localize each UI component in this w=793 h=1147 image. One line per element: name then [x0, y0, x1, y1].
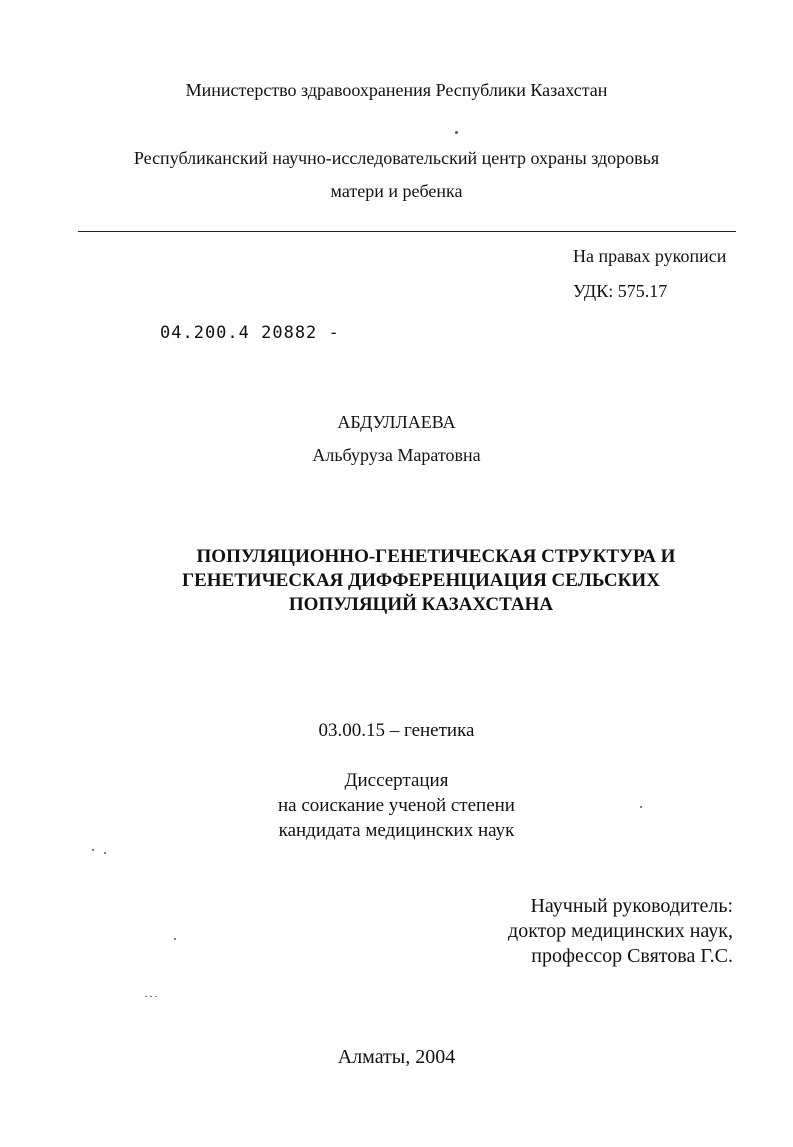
manuscript-rights: На правах рукописи	[573, 246, 727, 266]
thesis-title-line3: ПОПУЛЯЦИЙ КАЗАХСТАНА	[288, 594, 554, 615]
supervisor-degree: доктор медицинских наук,	[508, 920, 733, 942]
supervisor-name: профессор Святова Г.С.	[531, 945, 733, 967]
dissertation-degree-field: кандидата медицинских наук	[278, 820, 515, 841]
institution-name-line2: матери и ребенка	[330, 181, 463, 201]
author-given-names: Альбуруза Маратовна	[312, 445, 481, 465]
dissertation-degree-line: на соискание ученой степени	[278, 795, 515, 816]
specialty-code: 03.00.15 – генетика	[318, 720, 475, 741]
dissertation-label: Диссертация	[344, 770, 449, 791]
scan-speck	[92, 849, 94, 851]
supervisor-label: Научный руководитель:	[530, 895, 733, 917]
udc-code: УДК: 575.17	[573, 281, 668, 301]
scan-speck	[455, 131, 458, 134]
scan-speck	[104, 852, 106, 854]
thesis-title-line1: ПОПУЛЯЦИОННО-ГЕНЕТИЧЕСКАЯ СТРУКТУРА И	[196, 546, 676, 567]
city-year: Алматы, 2004	[337, 1046, 456, 1068]
registration-stamp: 04.200.4 20882 -	[160, 323, 340, 343]
thesis-title-line2: ГЕНЕТИЧЕСКАЯ ДИФФЕРЕНЦИАЦИЯ СЕЛЬСКИХ	[182, 570, 660, 591]
scan-speck	[145, 996, 147, 997]
scan-speck	[150, 996, 152, 997]
scan-speck	[640, 806, 642, 808]
author-surname: АБДУЛЛАЕВА	[337, 412, 456, 432]
institution-name-line1: Республиканский научно-исследовательский центр охраны здоровья	[133, 148, 660, 168]
scan-speck	[174, 938, 176, 940]
scan-speck	[155, 996, 157, 997]
ministry-name: Министерство здравоохранения Республики Казахстан	[185, 80, 608, 100]
header-divider	[78, 231, 736, 232]
